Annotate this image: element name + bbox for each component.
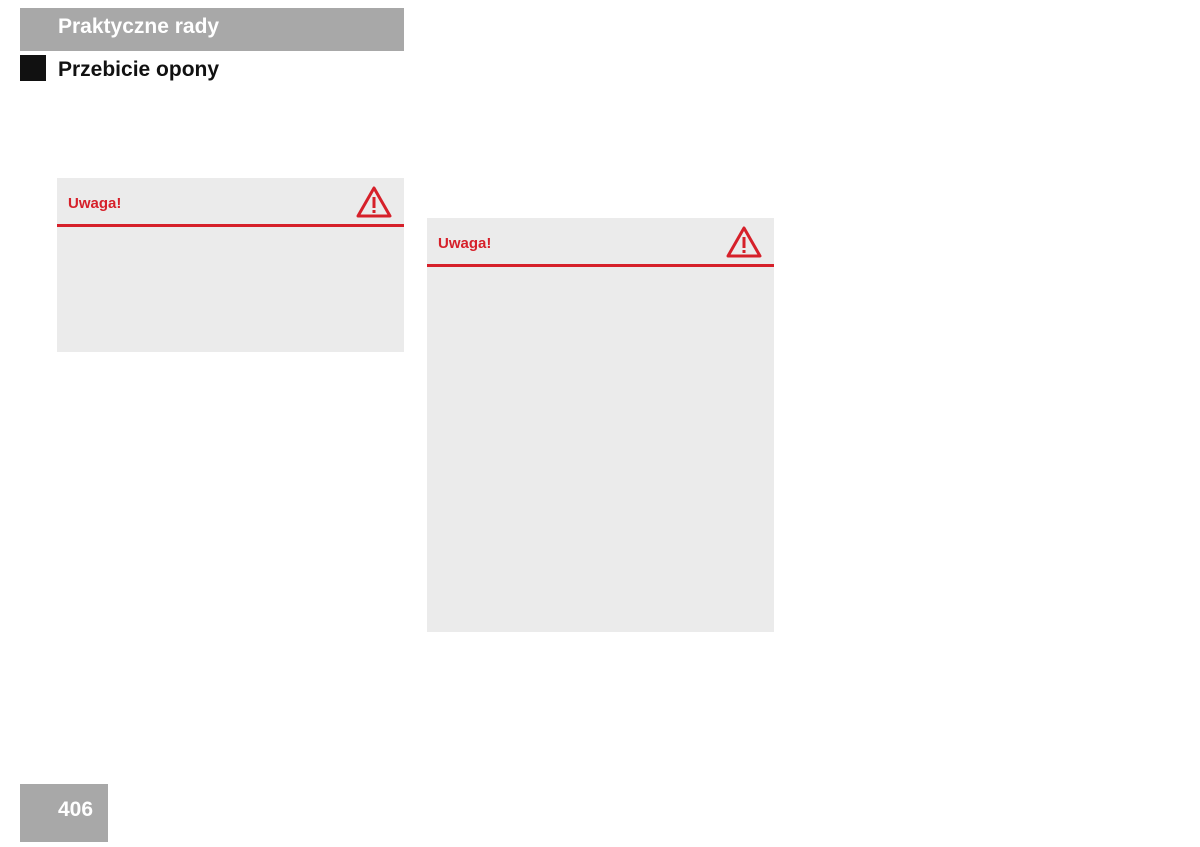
title-marker (20, 55, 46, 81)
warning-label: Uwaga! (438, 235, 492, 252)
warning-box (427, 218, 774, 632)
section-header (20, 8, 404, 51)
warning-divider (427, 264, 774, 267)
page-title: Przebicie opony (58, 58, 220, 81)
page-number: 406 (58, 798, 94, 821)
warning-box (57, 178, 404, 352)
warning-triangle-icon (726, 225, 762, 259)
warning-label: Uwaga! (68, 195, 122, 212)
warning-divider (57, 224, 404, 227)
section-title: Praktyczne rady (58, 15, 220, 38)
warning-triangle-icon (356, 185, 392, 219)
page-number-box (20, 784, 108, 842)
